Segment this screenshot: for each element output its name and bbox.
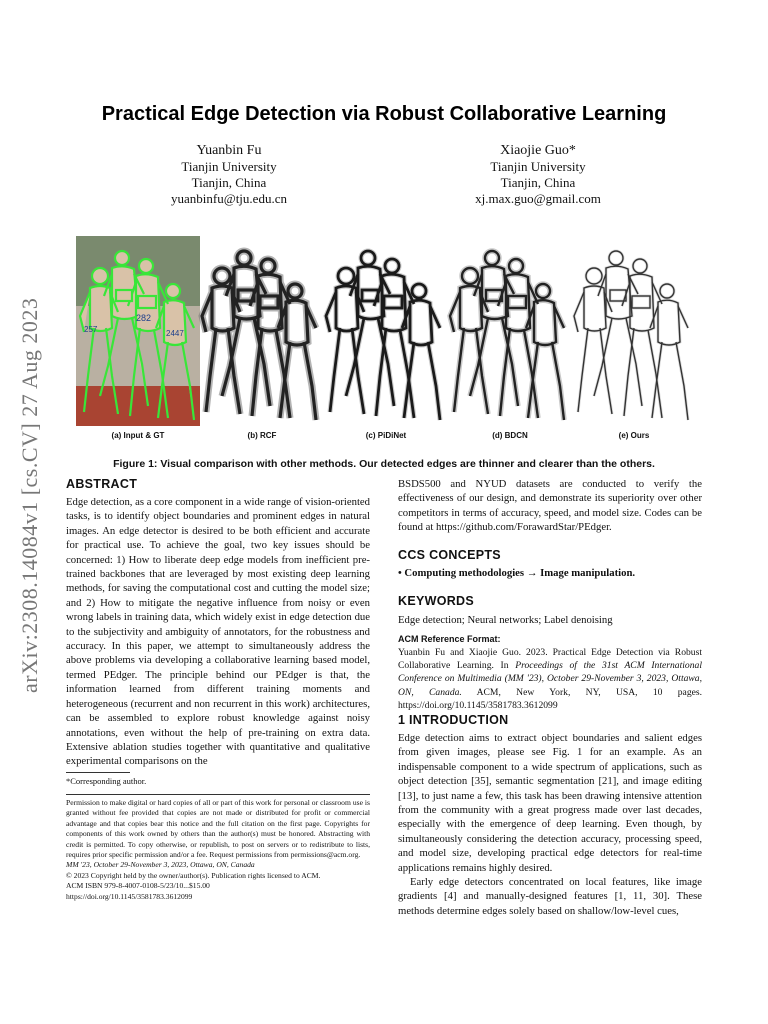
doi-link[interactable]: https://doi.org/10.1145/3581783.3612099 xyxy=(66,891,193,901)
panel-label-input-gt: (a) Input & GT xyxy=(111,431,165,440)
author-affiliation: Tianjin University xyxy=(181,159,277,174)
abstract-heading: ABSTRACT xyxy=(66,477,138,491)
keywords-heading: KEYWORDS xyxy=(398,594,475,608)
paper-title: Practical Edge Detection via Robust Collaborative Learning xyxy=(101,103,667,125)
acm-reference-authors: Yuanbin Fu and Xiaojie Guo. 2023. Practical Edge Detection via Robust Collaborative Learning. In xyxy=(398,647,702,672)
author-block-2 xyxy=(428,143,648,207)
permission-text: Permission to make digital or hard copies of all or part of this work for personal or classroom use is granted without fee provided that copies are not made or distributed for profit or commercial advantage and that copies bear this notice and the full citation on the first page. Copyrights for components of this work owned by others than the author(s) must be honored. Abstracting with credit is permitted. To copy otherwise, or republish, to post on servers or to redistribute to lists, requires prior specific permission and/or a fee. Request permissions from permissions@acm.org. xyxy=(66,798,370,860)
ccs-concepts: • Computing methodologies → Image manipulation. xyxy=(398,567,636,579)
panel-label-bdcn: (d) BDCN xyxy=(492,431,528,440)
bib-number: 2447 xyxy=(166,329,184,338)
keywords-text: Edge detection; Neural networks; Label denoising xyxy=(398,614,613,626)
acm-reference-venue: Proceedings of the 31st ACM International Conference on Multimedia (MM '23), October 29-November 3, 2023, Ottawa, ON, Canada. xyxy=(398,660,702,698)
ccs-heading: CCS CONCEPTS xyxy=(398,548,501,562)
author-block-1 xyxy=(119,143,339,207)
copyright-line: © 2023 Copyright held by the owner/author(s). Publication rights licensed to ACM. xyxy=(66,870,321,880)
acm-reference-publisher: ACM, New York, NY, USA, 10 pages. https://doi.org/10.1145/3581783.3612099 xyxy=(398,686,703,711)
author-affiliation: Tianjin University xyxy=(490,159,586,174)
acm-reference-heading: ACM Reference Format: xyxy=(398,634,501,644)
author-email[interactable]: yuanbinfu@tju.edu.cn xyxy=(171,191,287,206)
figure-caption: Figure 1: Visual comparison with other methods. Our detected edges are thinner and clearer than the others. xyxy=(113,458,655,470)
acm-reference-text xyxy=(398,646,702,712)
isbn-line: ACM ISBN 979-8-4007-0108-5/23/10...$15.00 xyxy=(66,881,210,891)
permission-notice xyxy=(66,798,370,902)
rcf-edge-panel xyxy=(200,236,324,426)
abstract-text: Edge detection, as a core component in a wide range of vision-oriented tasks, is to identify object boundaries and prominent edges in natural images. An edge detector is desired to be both efficient and accurate for practical use. To achieve the goal, two key issues should be concerned: 1) How to liberate deep edge models from inefficient pre-trained backbones that are leveraged by most existing deep learning methods, for saving the computational cost and cutting the model size; and 2) How to mitigate the negative influence from noisy or even wrong labels in training data, which widely exist in edge detection due to the subjectivity and ambiguity of annotators, for the robustness and accuracy. In this paper, we attempt to simultaneously address the above problems via developing a collaborative learning based model, termed PEdger. The principle behind our PEdger is that, the information learned from different training moments and heterogeneous (recurrent and non recurrent in this work) architectures, can be assembled to explore robust knowledge against noisy annotations, even without the help of pre-training on extra data. Extensive ablation studies together with quantitative and qualitative experimental comparisons on the xyxy=(66,496,370,768)
arxiv-identifier: arXiv:2308.14084v1 [cs.CV] 27 Aug 2023 xyxy=(17,297,42,693)
author-email[interactable]: xj.max.guo@gmail.com xyxy=(475,191,601,206)
conference-line: MM '23, October 29-November 3, 2023, Ottawa, ON, Canada xyxy=(66,860,255,870)
figure-1 xyxy=(76,236,694,426)
introduction-paragraph-1: Edge detection aims to extract object boundaries and salient edges from given images, please see Fig. 1 for an example. As an indispensable component to a wide spectrum of applications, such as object detection [35], semantic segmentation [21], and image editing [13], to just name a few, this task has been drawing intensive attention from the community with a great progress made over last decades, especially with the emergence of deep learning. Even though, by simultaneously considering the detection accuracy, processing speed, and model size, developing practical edge detectors for real-time applications remains highly desired. xyxy=(398,732,702,874)
bdcn-edge-panel xyxy=(448,236,572,426)
permission-divider xyxy=(66,794,370,795)
author-location: Tianjin, China xyxy=(500,175,576,190)
panel-label-pidinet: (c) PiDiNet xyxy=(365,431,407,440)
input-photo-panel xyxy=(76,236,200,426)
panel-label-ours: (e) Ours xyxy=(618,431,650,440)
footnote-divider xyxy=(66,772,130,773)
pidinet-edge-panel xyxy=(324,236,448,426)
author-name: Xiaojie Guo* xyxy=(500,143,576,158)
panel-label-rcf: (b) RCF xyxy=(247,431,277,440)
bib-number: 282 xyxy=(136,313,152,323)
abstract-continued: BSDS500 and NYUD datasets are conducted to verify the effectiveness of our design, and demonstrate its superiority over other competitors in terms of accuracy, speed, and model size. Codes can be found at https://github.com/ForawardStar/PEdger. xyxy=(398,478,702,534)
author-location: Tianjin, China xyxy=(191,175,267,190)
introduction-heading: 1 INTRODUCTION xyxy=(398,713,509,727)
ours-edge-panel xyxy=(572,236,694,426)
corresponding-author-footnote: *Corresponding author. xyxy=(66,776,147,786)
figure-1-image xyxy=(76,236,694,426)
bib-number: 257 xyxy=(84,325,98,334)
introduction-paragraph-2: Early edge detectors concentrated on local features, like image gradients [4] and manually-designed features [1, 11, 30]. These methods determine edges solely based on shallow/low-level cues, xyxy=(398,876,702,917)
author-name: Yuanbin Fu xyxy=(196,143,262,158)
